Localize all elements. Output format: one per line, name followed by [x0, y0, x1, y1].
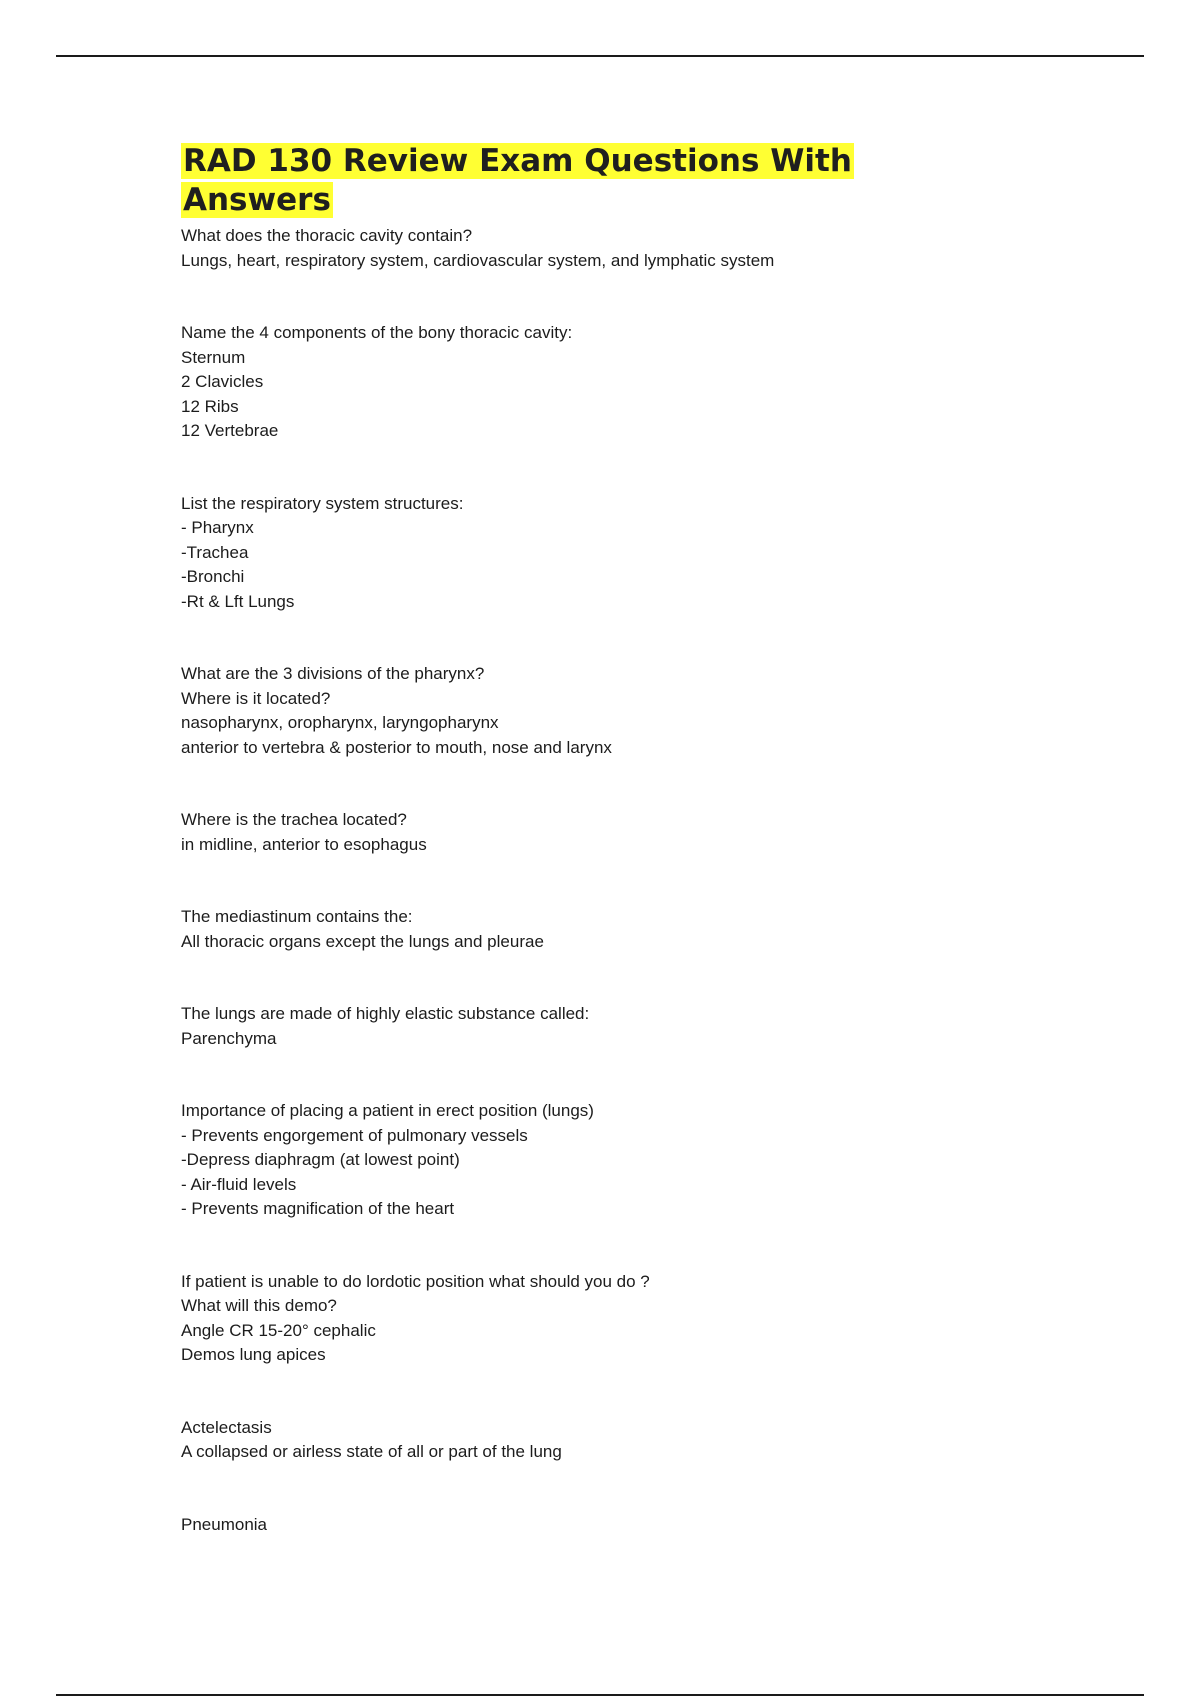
question-line: What are the 3 divisions of the pharynx?: [181, 664, 485, 683]
qa-entry: [181, 662, 1001, 760]
qa-entry: [181, 321, 1001, 444]
header-rule: [56, 55, 1144, 57]
question-line: Pneumonia: [181, 1514, 268, 1534]
answer-line: -Depress diaphragm (at lowest point): [181, 1150, 460, 1169]
qa-entry: [181, 1099, 1001, 1222]
answer-line: -Rt & Lft Lungs: [181, 591, 295, 611]
answer-line: Lungs, heart, respiratory system, cardiovascular system, and lymphatic system: [181, 250, 775, 270]
question-line: The lungs are made of highly elastic substance called:: [181, 1004, 590, 1023]
answer-line: Parenchyma: [181, 1028, 277, 1048]
answer-line: - Prevents magnification of the heart: [181, 1199, 455, 1218]
question-line: Actelectasis: [181, 1417, 272, 1437]
question-line: Where is the trachea located?: [181, 810, 407, 829]
answer-line: -Trachea: [181, 542, 249, 562]
answer-line: -Bronchi: [181, 567, 245, 586]
answer-line: - Air-fluid levels: [181, 1174, 297, 1194]
document-title-text: RAD 130 Review Exam Questions With Answers: [183, 143, 852, 218]
answer-line: 12 Ribs: [181, 396, 239, 416]
qa-list: [181, 224, 1001, 1537]
qa-entry: [181, 224, 1001, 273]
qa-entry: [181, 1270, 1001, 1368]
qa-entry: [181, 1002, 1001, 1051]
answer-line: Sternum: [181, 347, 246, 367]
document-content: [181, 142, 1001, 1585]
question-line: Where is it located?: [181, 688, 331, 708]
question-line: Importance of placing a patient in erect position (lungs): [181, 1101, 594, 1120]
question-line: What does the thoracic cavity contain?: [181, 226, 473, 245]
qa-entry: [181, 1513, 1001, 1538]
answer-line: anterior to vertebra & posterior to mouth, nose and larynx: [181, 737, 612, 757]
question-line: If patient is unable to do lordotic position what should you do ?: [181, 1271, 650, 1291]
question-line: The mediastinum contains the:: [181, 907, 413, 926]
answer-line: - Pharynx: [181, 518, 254, 537]
question-line: What will this demo?: [181, 1296, 337, 1315]
qa-entry: [181, 1416, 1001, 1465]
answer-line: Demos lung apices: [181, 1345, 326, 1364]
qa-entry: [181, 492, 1001, 615]
qa-entry: [181, 905, 1001, 954]
answer-line: nasopharynx, oropharynx, laryngopharynx: [181, 713, 499, 732]
footer-rule: [56, 1694, 1144, 1696]
answer-line: 12 Vertebrae: [181, 421, 279, 440]
answer-line: 2 Clavicles: [181, 372, 264, 391]
document-title: [181, 142, 1001, 220]
question-line: Name the 4 components of the bony thoracic cavity:: [181, 323, 573, 342]
question-line: List the respiratory system structures:: [181, 493, 464, 513]
answer-line: - Prevents engorgement of pulmonary vessels: [181, 1125, 528, 1145]
answer-line: All thoracic organs except the lungs and pleurae: [181, 931, 544, 951]
answer-line: in midline, anterior to esophagus: [181, 834, 427, 854]
qa-entry: [181, 808, 1001, 857]
answer-line: Angle CR 15-20° cephalic: [181, 1320, 376, 1340]
answer-line: A collapsed or airless state of all or part of the lung: [181, 1442, 562, 1461]
